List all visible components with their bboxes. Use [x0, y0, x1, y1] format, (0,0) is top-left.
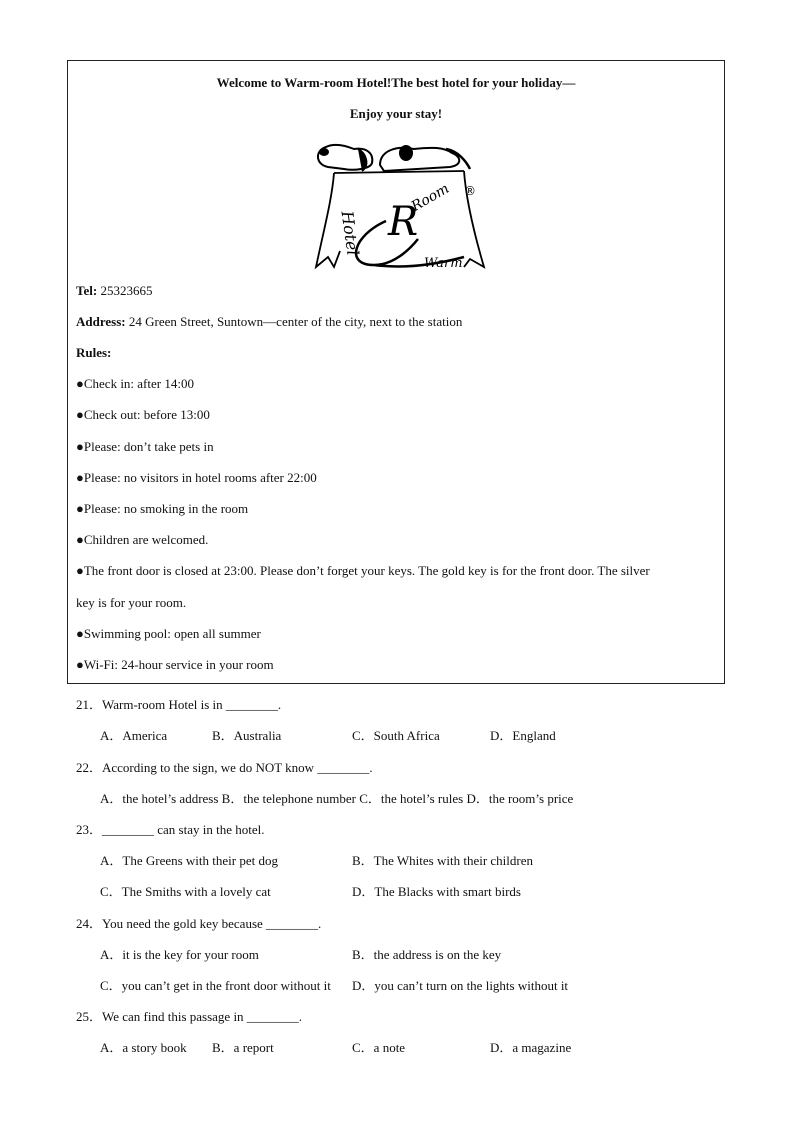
rule-item: ●The front door is closed at 23:00. Please don’t forget your keys. The gold key is for the front door. The silver: [76, 563, 650, 578]
rule-item: ●Children are welcomed.: [76, 532, 209, 547]
logo-letter-r: R: [388, 199, 419, 245]
registered-mark: ®: [464, 184, 476, 198]
q23-option-a[interactable]: A．The Greens with their pet dog: [100, 853, 278, 868]
notice-title-line1: Welcome to Warm-room Hotel!The best hotel for your holiday—: [216, 75, 576, 90]
q21-option-c[interactable]: C．South Africa: [352, 728, 440, 743]
question-23-stem: 23．________ can stay in the hotel.: [76, 822, 265, 837]
q23-option-c[interactable]: C．The Smiths with a lovely cat: [100, 884, 271, 899]
address-value: 24 Green Street, Suntown—center of the city, next to the station: [125, 314, 463, 329]
logo-word-warm: Warm: [424, 256, 463, 271]
rules-label: Rules:: [76, 345, 112, 360]
hotel-logo: [314, 139, 486, 277]
q23-option-d[interactable]: D．The Blacks with smart birds: [352, 884, 521, 899]
tel-line: [76, 283, 152, 299]
notice-title-line2: Enjoy your stay!: [349, 106, 443, 121]
q24-option-c[interactable]: C．you can’t get in the front door without it: [100, 978, 331, 993]
logo-word-room: Room: [408, 180, 453, 215]
question-25-stem: 25．We can find this passage in ________.: [76, 1009, 303, 1024]
dog-right-illustration: [380, 146, 470, 171]
dog-left-illustration: [318, 145, 372, 171]
q24-option-a[interactable]: A．it is the key for your room: [100, 947, 259, 962]
rule-item: ●Please: no smoking in the room: [76, 501, 249, 516]
q25-option-c[interactable]: C．a note: [352, 1040, 406, 1055]
address-line: [76, 314, 462, 330]
address-label: Address:: [76, 314, 126, 329]
q25-option-a[interactable]: A．a story book: [100, 1040, 187, 1055]
tel-label: Tel:: [76, 283, 98, 298]
hotel-notice: [67, 60, 725, 684]
rule-item: ●Please: don’t take pets in: [76, 439, 214, 454]
q24-option-b[interactable]: B．the address is on the key: [352, 947, 502, 962]
tel-value: 25323665: [97, 283, 153, 298]
rule-item: ●Swimming pool: open all summer: [76, 626, 261, 641]
q21-option-a[interactable]: A．America: [100, 728, 168, 743]
question-22-stem: 22．According to the sign, we do NOT know ________.: [76, 760, 373, 775]
q24-option-d[interactable]: D．you can’t turn on the lights without it: [352, 978, 569, 993]
logo-word-hotel: Hotel: [337, 209, 363, 257]
rule-item: ●Wi-Fi: 24-hour service in your room: [76, 657, 274, 672]
q22-options[interactable]: A．the hotel’s address B．the telephone number C．the hotel’s rules D．the room’s price: [100, 791, 574, 806]
rule-item: ●Check in: after 14:00: [76, 376, 194, 391]
q25-option-b[interactable]: B．a report: [212, 1040, 274, 1055]
question-24-stem: 24．You need the gold key because ________.: [76, 916, 322, 931]
rule-item: ●Please: no visitors in hotel rooms after 22:00: [76, 470, 317, 485]
question-21-stem: 21．Warm-room Hotel is in ________.: [76, 697, 282, 712]
q21-option-b[interactable]: B．Australia: [212, 728, 282, 743]
q23-option-b[interactable]: B．The Whites with their children: [352, 853, 533, 868]
rule-item: ●Check out: before 13:00: [76, 407, 210, 422]
q21-option-d[interactable]: D．England: [490, 728, 556, 743]
rule-item: key is for your room.: [76, 595, 187, 610]
q25-option-d[interactable]: D．a magazine: [490, 1040, 572, 1055]
